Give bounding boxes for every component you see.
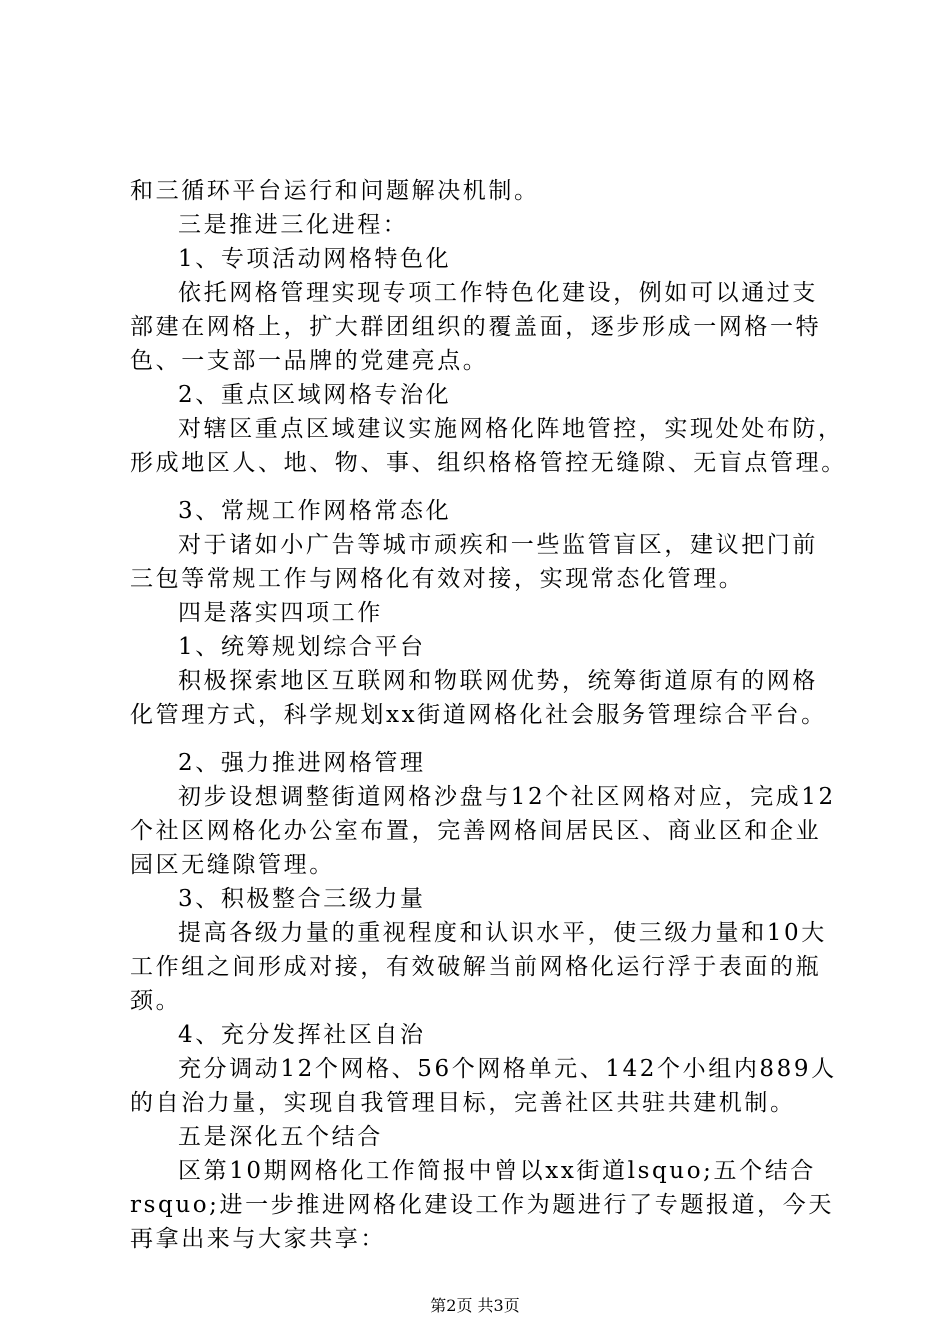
section-heading: 三是推进三化进程：: [178, 212, 409, 238]
text-line: 化管理方式，科学规划xx街道网格化社会服务管理综合平台。: [130, 702, 827, 728]
text-line: 区第10期网格化工作简报中曾以xx街道lsquo;五个结合: [178, 1158, 816, 1184]
subsection-heading: 3、积极整合三级力量: [178, 886, 426, 912]
text-line: 积极探索地区互联网和物联网优势，统筹街道原有的网格: [178, 668, 818, 694]
subsection-heading: 1、专项活动网格特色化: [178, 246, 452, 272]
text-line: 和三循环平台运行和问题解决机制。: [130, 178, 540, 204]
section-heading: 五是深化五个结合: [178, 1124, 383, 1150]
text-line: 依托网格管理实现专项工作特色化建设，例如可以通过支: [178, 280, 818, 306]
text-line: 充分调动12个网格、56个网格单元、142个小组内889人: [178, 1056, 837, 1082]
section-heading: 四是落实四项工作: [178, 600, 383, 626]
text-line: 再拿出来与大家共享：: [130, 1226, 386, 1252]
text-line: 形成地区人、地、物、事、组织格格管控无缝隙、无盲点管理。: [130, 450, 847, 476]
text-line: 初步设想调整街道网格沙盘与12个社区网格对应，完成12: [178, 784, 836, 810]
subsection-heading: 2、强力推进网格管理: [178, 750, 426, 776]
text-line: 工作组之间形成对接，有效破解当前网格化运行浮于表面的瓶: [130, 954, 822, 980]
text-line: 部建在网格上，扩大群团组织的覆盖面，逐步形成一网格一特: [130, 314, 822, 340]
text-line: 的自治力量，实现自我管理目标，完善社区共驻共建机制。: [130, 1090, 796, 1116]
text-line: 对于诸如小广告等城市顽疾和一些监管盲区，建议把门前: [178, 532, 818, 558]
text-line: 提高各级力量的重视程度和认识水平，使三级力量和10大: [178, 920, 827, 946]
text-line: rsquo;进一步推进网格化建设工作为题进行了专题报道，今天: [130, 1192, 834, 1218]
text-line: 园区无缝隙管理。: [130, 852, 335, 878]
text-line: 对辖区重点区域建议实施网格化阵地管控，实现处处布防，: [178, 416, 844, 442]
subsection-heading: 3、常规工作网格常态化: [178, 498, 452, 524]
subsection-heading: 1、统筹规划综合平台: [178, 634, 426, 660]
text-line: 三包等常规工作与网格化有效对接，实现常态化管理。: [130, 566, 745, 592]
page-number-footer: 第2页 共3页: [430, 1296, 520, 1315]
text-line: 个社区网格化办公室布置，完善网格间居民区、商业区和企业: [130, 818, 822, 844]
subsection-heading: 4、充分发挥社区自治: [178, 1022, 426, 1048]
text-line: 颈。: [130, 988, 182, 1014]
text-line: 色、一支部一品牌的党建亮点。: [130, 348, 489, 374]
subsection-heading: 2、重点区域网格专治化: [178, 382, 452, 408]
